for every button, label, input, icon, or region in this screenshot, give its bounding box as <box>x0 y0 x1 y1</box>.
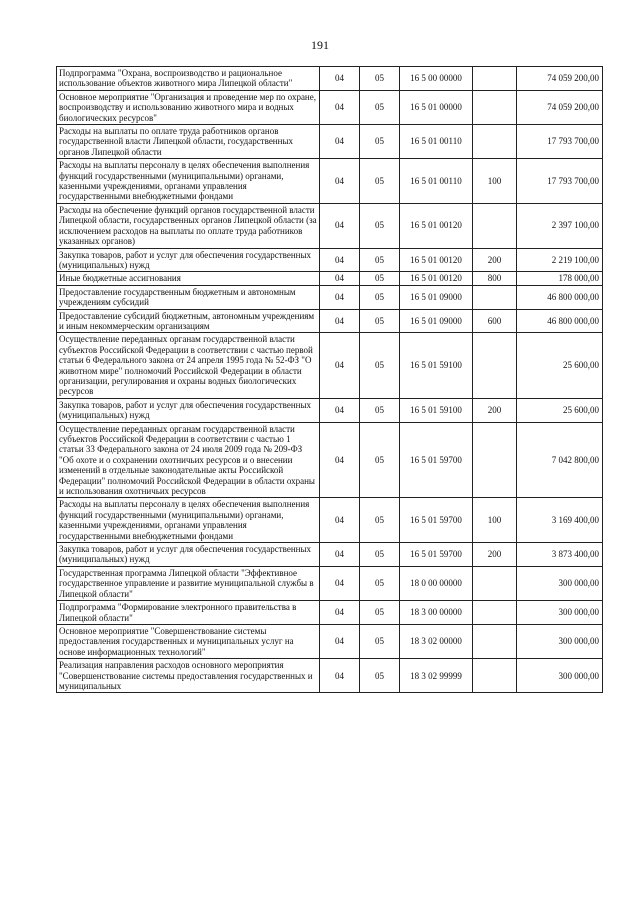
row-subsection-cell: 05 <box>360 566 400 600</box>
row-code-cell: 16 5 00 00000 <box>400 67 473 91</box>
row-section-cell: 04 <box>320 333 360 398</box>
table-row <box>57 398 603 422</box>
row-expense-type-cell: 100 <box>473 498 517 543</box>
row-amount-cell: 17 793 700,00 <box>517 125 603 159</box>
row-code-cell: 16 5 01 00110 <box>400 125 473 159</box>
row-expense-type-cell <box>473 624 517 658</box>
row-section-cell: 04 <box>320 309 360 333</box>
row-name-cell: Иные бюджетные ассигнования <box>57 272 320 285</box>
row-subsection-cell: 05 <box>360 601 400 625</box>
budget-table <box>56 66 603 693</box>
row-subsection-cell: 05 <box>360 498 400 543</box>
row-name-cell: Государственная программа Липецкой области "Эффективное государственное управление и развитие муниципальной службы в Липецкой области" <box>57 566 320 600</box>
row-name-cell: Осуществление переданных органам государственной власти субъектов Российской Федерации в соответствии с частью первой статьи 6 Федерального закона от 24 апреля 1995 года № 52-ФЗ "О животном мире" полномочий Российской Федерации в области организации, регулирования и охраны водных биологических ресурсов <box>57 333 320 398</box>
row-expense-type-cell <box>473 422 517 498</box>
row-amount-cell: 74 059 200,00 <box>517 67 603 91</box>
row-section-cell: 04 <box>320 398 360 422</box>
row-expense-type-cell <box>473 333 517 398</box>
row-name-cell: Подпрограмма "Охрана, воспроизводство и рациональное использование объектов животного мира Липецкой области" <box>57 67 320 91</box>
table-row <box>57 272 603 285</box>
row-subsection-cell: 05 <box>360 333 400 398</box>
row-expense-type-cell: 600 <box>473 309 517 333</box>
row-code-cell: 16 5 01 00110 <box>400 159 473 204</box>
row-code-cell: 18 3 00 00000 <box>400 601 473 625</box>
row-subsection-cell: 05 <box>360 543 400 567</box>
row-code-cell: 18 3 02 99999 <box>400 659 473 693</box>
row-name-cell: Расходы на обеспечение функций органов государственной власти Липецкой области, государственных органов Липецкой области (за исключением расходов на выплаты по оплате труда работников указанных органов) <box>57 203 320 248</box>
row-subsection-cell: 05 <box>360 159 400 204</box>
row-name-cell: Расходы на выплаты по оплате труда работников органов государственной власти Липецкой области, государственных органов Липецкой области <box>57 125 320 159</box>
row-name-cell: Основное мероприятие "Организация и проведение мер по охране, воспроизводству и использованию животного мира и водных биологических ресурсов" <box>57 90 320 124</box>
row-section-cell: 04 <box>320 566 360 600</box>
table-row <box>57 659 603 693</box>
row-amount-cell: 2 397 100,00 <box>517 203 603 248</box>
row-section-cell: 04 <box>320 159 360 204</box>
row-section-cell: 04 <box>320 67 360 91</box>
table-row <box>57 248 603 272</box>
row-expense-type-cell <box>473 90 517 124</box>
row-subsection-cell: 05 <box>360 309 400 333</box>
row-code-cell: 16 5 01 59100 <box>400 398 473 422</box>
row-amount-cell: 74 059 200,00 <box>517 90 603 124</box>
row-subsection-cell: 05 <box>360 624 400 658</box>
table-row <box>57 498 603 543</box>
table-row <box>57 285 603 309</box>
row-expense-type-cell <box>473 203 517 248</box>
row-section-cell: 04 <box>320 90 360 124</box>
row-subsection-cell: 05 <box>360 125 400 159</box>
row-section-cell: 04 <box>320 543 360 567</box>
row-expense-type-cell: 200 <box>473 398 517 422</box>
row-expense-type-cell <box>473 659 517 693</box>
row-code-cell: 16 5 01 59700 <box>400 422 473 498</box>
page-number: 191 <box>311 38 329 52</box>
row-code-cell: 18 0 00 00000 <box>400 566 473 600</box>
row-amount-cell: 7 042 800,00 <box>517 422 603 498</box>
row-section-cell: 04 <box>320 422 360 498</box>
table-row <box>57 125 603 159</box>
budget-table-body <box>57 67 603 693</box>
row-subsection-cell: 05 <box>360 90 400 124</box>
row-code-cell: 16 5 01 00120 <box>400 203 473 248</box>
row-code-cell: 16 5 01 59700 <box>400 498 473 543</box>
row-amount-cell: 2 219 100,00 <box>517 248 603 272</box>
row-expense-type-cell <box>473 601 517 625</box>
table-row <box>57 203 603 248</box>
table-row <box>57 159 603 204</box>
table-row <box>57 543 603 567</box>
row-name-cell: Основное мероприятие "Совершенствование системы предоставления государственных и муниципальных услуг на основе информационных технологий" <box>57 624 320 658</box>
row-amount-cell: 25 600,00 <box>517 398 603 422</box>
table-row <box>57 422 603 498</box>
row-expense-type-cell <box>473 125 517 159</box>
table-row <box>57 90 603 124</box>
row-section-cell: 04 <box>320 248 360 272</box>
row-subsection-cell: 05 <box>360 285 400 309</box>
row-amount-cell: 46 800 000,00 <box>517 285 603 309</box>
row-amount-cell: 3 873 400,00 <box>517 543 603 567</box>
row-name-cell: Расходы на выплаты персоналу в целях обеспечения выполнения функций государственными (муниципальными) органами, казенными учреждениями, органами управления государственными внебюджетными фондами <box>57 159 320 204</box>
row-amount-cell: 300 000,00 <box>517 659 603 693</box>
row-name-cell: Закупка товаров, работ и услуг для обеспечения государственных (муниципальных) нужд <box>57 543 320 567</box>
row-name-cell: Предоставление субсидий бюджетным, автономным учреждениям и иным некоммерческим организациям <box>57 309 320 333</box>
row-expense-type-cell: 100 <box>473 159 517 204</box>
table-row <box>57 566 603 600</box>
row-code-cell: 16 5 01 00120 <box>400 272 473 285</box>
row-name-cell: Закупка товаров, работ и услуг для обеспечения государственных (муниципальных) нужд <box>57 398 320 422</box>
row-section-cell: 04 <box>320 203 360 248</box>
row-amount-cell: 300 000,00 <box>517 624 603 658</box>
row-name-cell: Расходы на выплаты персоналу в целях обеспечения выполнения функций государственными (муниципальными) органами, казенными учреждениями, органами управления государственными внебюджетными фондами <box>57 498 320 543</box>
table-row <box>57 67 603 91</box>
row-expense-type-cell <box>473 566 517 600</box>
row-subsection-cell: 05 <box>360 248 400 272</box>
row-name-cell: Закупка товаров, работ и услуг для обеспечения государственных (муниципальных) нужд <box>57 248 320 272</box>
row-code-cell: 16 5 01 00120 <box>400 248 473 272</box>
row-code-cell: 16 5 01 59700 <box>400 543 473 567</box>
row-expense-type-cell: 200 <box>473 248 517 272</box>
row-name-cell: Подпрограмма "Формирование электронного правительства в Липецкой области" <box>57 601 320 625</box>
row-amount-cell: 300 000,00 <box>517 601 603 625</box>
row-amount-cell: 46 800 000,00 <box>517 309 603 333</box>
row-name-cell: Реализация направления расходов основного мероприятия "Совершенствование системы предоставления государственных и муниципальных <box>57 659 320 693</box>
row-subsection-cell: 05 <box>360 203 400 248</box>
row-code-cell: 16 5 01 00000 <box>400 90 473 124</box>
row-subsection-cell: 05 <box>360 272 400 285</box>
row-amount-cell: 300 000,00 <box>517 566 603 600</box>
row-expense-type-cell: 200 <box>473 543 517 567</box>
row-name-cell: Предоставление государственным бюджетным и автономным учреждениям субсидий <box>57 285 320 309</box>
row-expense-type-cell <box>473 285 517 309</box>
row-section-cell: 04 <box>320 125 360 159</box>
row-code-cell: 16 5 01 59100 <box>400 333 473 398</box>
row-section-cell: 04 <box>320 624 360 658</box>
table-row <box>57 333 603 398</box>
row-subsection-cell: 05 <box>360 422 400 498</box>
row-expense-type-cell: 800 <box>473 272 517 285</box>
row-subsection-cell: 05 <box>360 659 400 693</box>
row-code-cell: 16 5 01 09000 <box>400 285 473 309</box>
row-section-cell: 04 <box>320 659 360 693</box>
row-section-cell: 04 <box>320 285 360 309</box>
table-row <box>57 624 603 658</box>
row-code-cell: 16 5 01 09000 <box>400 309 473 333</box>
row-code-cell: 18 3 02 00000 <box>400 624 473 658</box>
row-section-cell: 04 <box>320 601 360 625</box>
table-row <box>57 601 603 625</box>
row-amount-cell: 17 793 700,00 <box>517 159 603 204</box>
row-amount-cell: 3 169 400,00 <box>517 498 603 543</box>
row-expense-type-cell <box>473 67 517 91</box>
row-section-cell: 04 <box>320 498 360 543</box>
row-amount-cell: 25 600,00 <box>517 333 603 398</box>
row-subsection-cell: 05 <box>360 67 400 91</box>
row-subsection-cell: 05 <box>360 398 400 422</box>
row-amount-cell: 178 000,00 <box>517 272 603 285</box>
row-name-cell: Осуществление переданных органам государственной власти субъектов Российской Федерации в соответствии с частью 1 статьи 33 Федерального закона от 24 июля 2009 года № 209-ФЗ "Об охоте и о сохранении охотничьих ресурсов и о внесении изменений в отдельные законодательные акты Российской Федерации" полномочий Российской Федерации в области охраны и использования охотничьих ресурсов <box>57 422 320 498</box>
row-section-cell: 04 <box>320 272 360 285</box>
table-row <box>57 309 603 333</box>
